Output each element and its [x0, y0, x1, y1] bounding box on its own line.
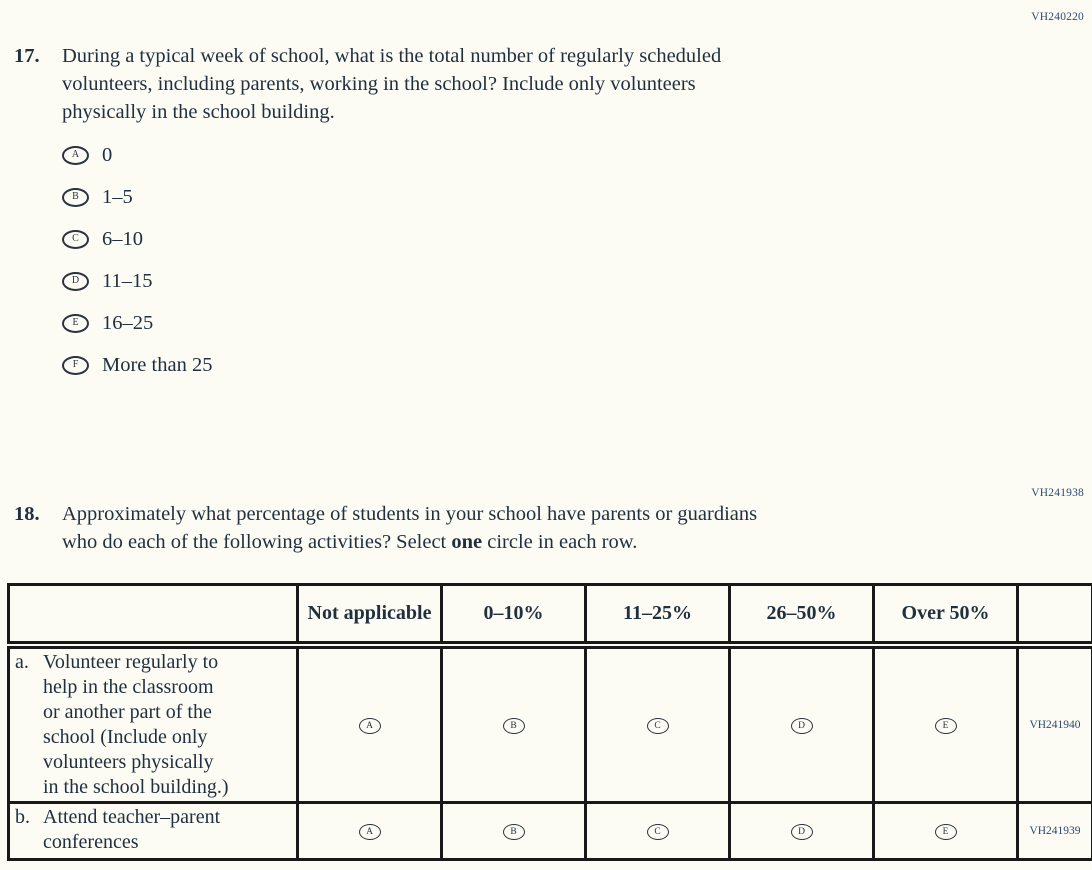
row-a-cell-11-25	[586, 645, 730, 803]
bubble-letter: D	[71, 275, 80, 286]
header-not-applicable: Not applicable	[298, 585, 442, 645]
table-row-a	[9, 645, 1092, 803]
row-a-cell-not-applicable	[298, 645, 442, 803]
row-b-bubble-b[interactable]	[503, 824, 525, 840]
header-over-50: Over 50%	[874, 585, 1018, 645]
option-b-label: 1–5	[102, 185, 133, 208]
option-f-label: More than 25	[102, 353, 213, 376]
question-17-text	[62, 42, 721, 126]
table-row-b	[9, 802, 1092, 859]
row-b-cell-26-50	[730, 802, 874, 859]
option-b[interactable]	[62, 187, 721, 207]
bubble-letter: D	[798, 826, 805, 837]
row-b-label	[9, 802, 298, 859]
bubble-letter: A	[71, 149, 80, 160]
bubble-letter: C	[72, 233, 79, 244]
question-17-options	[62, 145, 721, 375]
header-0-10: 0–10%	[442, 585, 586, 645]
question-17-number: 17.	[14, 45, 40, 67]
question-18-code: VH241938	[1031, 487, 1084, 499]
option-d[interactable]	[62, 271, 721, 291]
bubble-letter: A	[366, 826, 373, 837]
answer-bubble-d[interactable]	[62, 272, 89, 291]
bubble-letter: F	[72, 359, 79, 370]
row-a-label	[9, 645, 298, 803]
option-a-label: 0	[102, 143, 113, 166]
option-d-label: 11–15	[102, 269, 153, 292]
question-17	[14, 42, 721, 397]
row-a-label-line: Volunteer regularly to	[43, 650, 219, 673]
row-b-code: VH241939	[1018, 802, 1092, 859]
row-b-marker: b.	[15, 805, 30, 828]
question-17-code: VH240220	[1031, 11, 1084, 23]
row-b-label-line: conferences	[43, 830, 139, 853]
answer-bubble-e[interactable]	[62, 314, 89, 333]
row-a-bubble-b[interactable]	[503, 718, 525, 734]
row-a-code: VH241940	[1018, 645, 1092, 803]
answer-bubble-b[interactable]	[62, 188, 89, 207]
bubble-letter: D	[798, 720, 805, 731]
row-a-label-line: or another part of the	[43, 700, 212, 723]
question-17-text-line: physically in the school building.	[62, 101, 335, 123]
bubble-letter: B	[510, 826, 517, 837]
row-b-cell-11-25	[586, 802, 730, 859]
row-a-label-line: school (Include only	[43, 725, 208, 748]
row-a-bubble-a[interactable]	[359, 718, 381, 734]
bubble-letter: C	[654, 826, 661, 837]
bubble-letter: C	[654, 720, 661, 731]
q18-response-table	[7, 583, 1092, 861]
header-code-empty	[1018, 585, 1092, 645]
header-empty	[9, 585, 298, 645]
row-b-cell-not-applicable	[298, 802, 442, 859]
option-e[interactable]	[62, 313, 721, 333]
row-b-cell-over-50	[874, 802, 1018, 859]
bubble-letter: E	[942, 826, 949, 837]
question-17-text-line: During a typical week of school, what is the total number of regularly scheduled	[62, 45, 722, 67]
option-c-label: 6–10	[102, 227, 143, 250]
bubble-letter: B	[510, 720, 517, 731]
question-17-text-line: volunteers, including parents, working in the school? Include only volunteers	[62, 73, 696, 95]
answer-bubble-c[interactable]	[62, 230, 89, 249]
row-b-cell-0-10	[442, 802, 586, 859]
row-a-label-line: in the school building.)	[43, 775, 229, 798]
bubble-letter: B	[72, 191, 79, 202]
row-a-bubble-d[interactable]	[791, 718, 813, 734]
option-c[interactable]	[62, 229, 721, 249]
row-b-label-line: Attend teacher–parent	[43, 805, 221, 828]
option-e-label: 16–25	[102, 311, 154, 334]
question-18	[14, 500, 757, 556]
bubble-letter: E	[942, 720, 949, 731]
header-26-50: 26–50%	[730, 585, 874, 645]
header-11-25: 11–25%	[586, 585, 730, 645]
row-a-cell-over-50	[874, 645, 1018, 803]
answer-bubble-f[interactable]	[62, 356, 89, 375]
row-b-bubble-d[interactable]	[791, 824, 813, 840]
question-18-text-line: Approximately what percentage of students in your school have parents or guardians	[62, 503, 758, 525]
row-a-cell-0-10	[442, 645, 586, 803]
bubble-letter: E	[72, 317, 79, 328]
row-a-bubble-e[interactable]	[935, 718, 957, 734]
row-a-label-line: help in the classroom	[43, 675, 214, 698]
row-a-bubble-c[interactable]	[647, 718, 669, 734]
option-f[interactable]	[62, 355, 721, 375]
bubble-letter: A	[366, 720, 373, 731]
table-header-row	[9, 585, 1092, 645]
question-18-text	[62, 500, 757, 556]
row-a-cell-26-50	[730, 645, 874, 803]
row-b-bubble-e[interactable]	[935, 824, 957, 840]
answer-bubble-a[interactable]	[62, 146, 89, 165]
option-a[interactable]	[62, 145, 721, 165]
question-18-number: 18.	[14, 503, 40, 525]
row-a-label-line: volunteers physically	[43, 750, 214, 773]
row-b-bubble-a[interactable]	[359, 824, 381, 840]
row-b-bubble-c[interactable]	[647, 824, 669, 840]
row-a-marker: a.	[15, 650, 29, 673]
question-18-text-line: who do each of the following activities? Select one circle in each row.	[62, 531, 638, 553]
